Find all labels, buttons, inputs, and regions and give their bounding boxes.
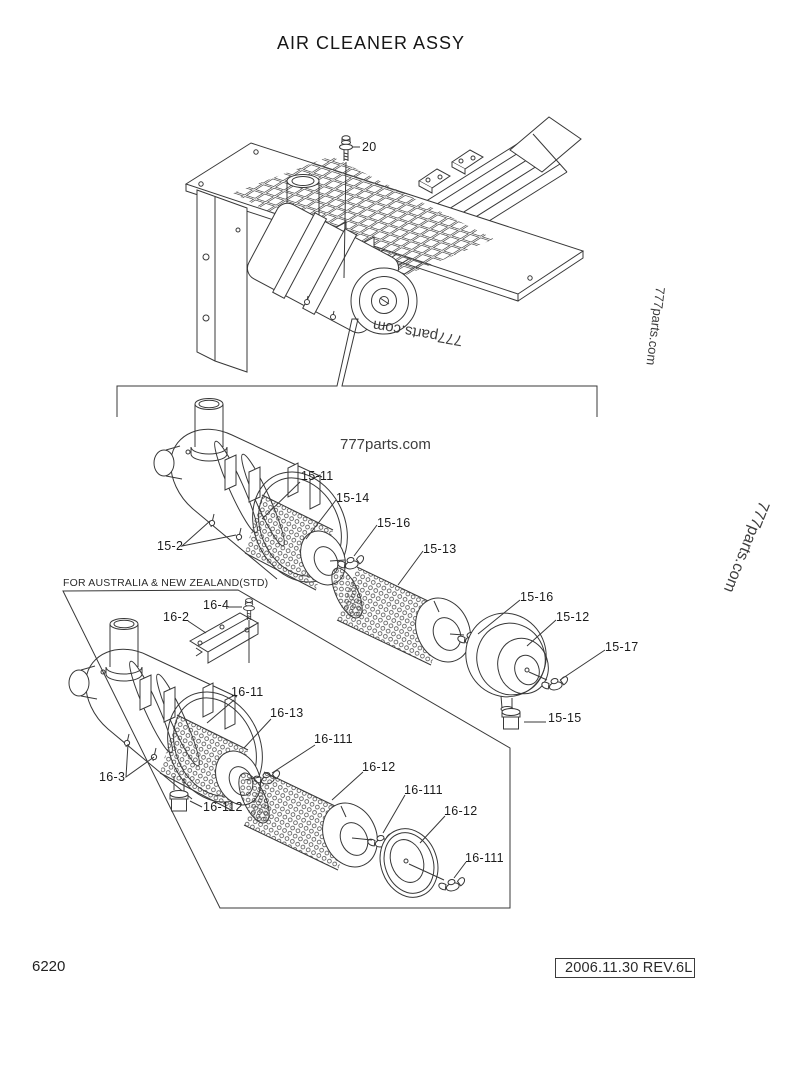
watermark-text: 777parts.com bbox=[371, 316, 464, 349]
part-label-15-15: 15-15 bbox=[548, 711, 582, 725]
part-label-16-3: 16-3 bbox=[99, 770, 126, 784]
end-cover-16-12 bbox=[371, 821, 448, 906]
region-note: FOR AUSTRALIA & NEW ZEALAND(STD) bbox=[63, 577, 269, 589]
dust-cup-15-15 bbox=[502, 709, 520, 730]
part-label-16-111: 16-111 bbox=[314, 732, 353, 746]
end-cover-15-12 bbox=[455, 603, 557, 712]
part-label-15-16: 15-16 bbox=[520, 590, 554, 604]
watermark-text: 777parts.com bbox=[643, 286, 668, 367]
part-label-16-11: 16-11 bbox=[231, 685, 264, 699]
revision-box bbox=[555, 958, 695, 978]
wingnut-15-17 bbox=[541, 675, 569, 693]
part-label-15-2: 15-2 bbox=[157, 539, 184, 553]
revision-text: 2006.11.30 REV.6L bbox=[565, 960, 693, 976]
part-label-15-13: 15-13 bbox=[423, 542, 457, 556]
part-label-16-13: 16-13 bbox=[270, 706, 304, 720]
bolt-20 bbox=[340, 136, 353, 161]
part-label-16-4: 16-4 bbox=[203, 598, 230, 612]
mount-bracket-16-2 bbox=[190, 613, 258, 663]
part-label-16-112: 16-112 bbox=[203, 800, 243, 814]
watermark-text: 777parts.com bbox=[340, 436, 431, 453]
part-label-15-14: 15-14 bbox=[336, 491, 370, 505]
dust-cup-16-112 bbox=[170, 791, 188, 812]
part-label-16-111: 16-111 bbox=[404, 783, 443, 797]
part-label-15-17: 15-17 bbox=[605, 640, 639, 654]
part-label-16-12: 16-12 bbox=[362, 760, 396, 774]
page-title: AIR CLEANER ASSY bbox=[277, 33, 466, 53]
part-label-16-2: 16-2 bbox=[163, 610, 190, 624]
air-cleaner-housing-std bbox=[154, 399, 365, 598]
section-bracket bbox=[117, 319, 597, 417]
part-label-16-12: 16-12 bbox=[444, 804, 478, 818]
watermark-text: 777parts.com bbox=[719, 498, 772, 595]
part-label-15-16: 15-16 bbox=[377, 516, 411, 530]
filter-element-16-12 bbox=[233, 769, 388, 876]
figure-number: 6220 bbox=[32, 958, 66, 975]
part-label-20: 20 bbox=[362, 140, 377, 154]
part-label-15-12: 15-12 bbox=[556, 610, 590, 624]
part-label-16-111: 16-111 bbox=[465, 851, 504, 865]
part-label-15-11: 15-11 bbox=[301, 469, 334, 483]
